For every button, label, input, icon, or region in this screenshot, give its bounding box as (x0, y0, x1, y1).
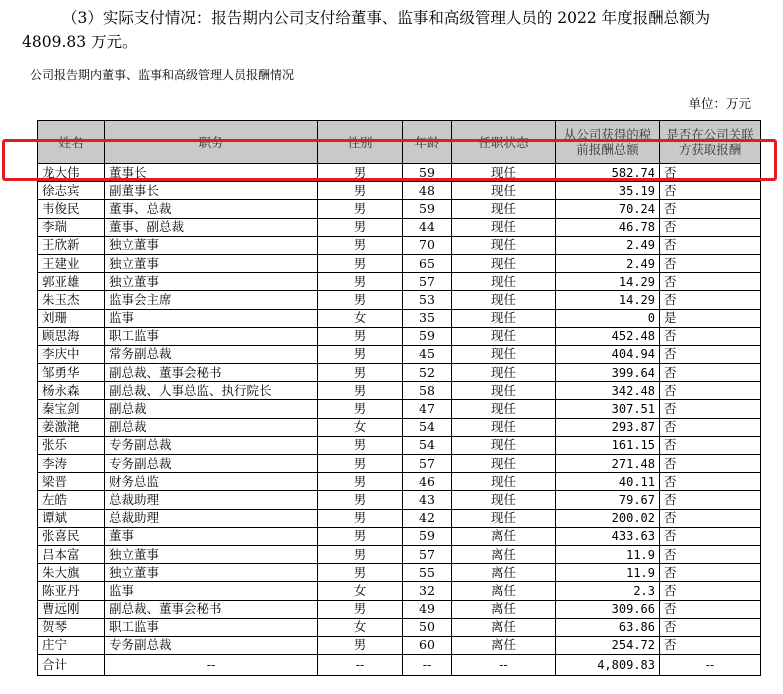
cell-gender: 男 (318, 182, 403, 200)
cell-position: 董事 (105, 527, 318, 545)
cell-age: 60 (403, 636, 452, 654)
intro-line-2: 4809.83 万元。 (22, 33, 138, 51)
cell-name: 朱大旗 (38, 564, 105, 582)
cell-age: 45 (403, 345, 452, 363)
cell-name: 曹远刚 (38, 600, 105, 618)
cell-related-pay: 否 (660, 618, 761, 636)
cell-related-pay: 否 (660, 582, 761, 600)
table-row (38, 509, 761, 527)
total-cell-pay: 4,809.83 (556, 655, 660, 676)
cell-name: 秦宝剑 (38, 400, 105, 418)
cell-age: 42 (403, 509, 452, 527)
cell-pay: 11.9 (556, 564, 660, 582)
cell-position: 董事长 (105, 164, 318, 182)
cell-status: 现任 (452, 418, 556, 436)
table-row (38, 327, 761, 345)
cell-position: 监事 (105, 582, 318, 600)
cell-gender: 女 (318, 418, 403, 436)
cell-pay: 254.72 (556, 636, 660, 654)
cell-position: 职工监事 (105, 327, 318, 345)
cell-status: 现任 (452, 491, 556, 509)
cell-gender: 男 (318, 200, 403, 218)
cell-status: 现任 (452, 254, 556, 272)
header-gender: 性别 (318, 121, 403, 164)
cell-pay: 582.74 (556, 164, 660, 182)
cell-age: 57 (403, 455, 452, 473)
cell-related-pay: 否 (660, 273, 761, 291)
cell-status: 离任 (452, 564, 556, 582)
cell-name: 贺琴 (38, 618, 105, 636)
cell-position: 总裁助理 (105, 509, 318, 527)
cell-name: 王欣新 (38, 236, 105, 254)
cell-name: 王建业 (38, 254, 105, 272)
cell-position: 专务副总裁 (105, 436, 318, 454)
cell-gender: 男 (318, 364, 403, 382)
cell-status: 现任 (452, 182, 556, 200)
cell-position: 独立董事 (105, 254, 318, 272)
cell-related-pay: 否 (660, 636, 761, 654)
cell-gender: 男 (318, 636, 403, 654)
cell-status: 现任 (452, 218, 556, 236)
cell-name: 龙大伟 (38, 164, 105, 182)
cell-name: 李庆中 (38, 345, 105, 363)
table-row (38, 418, 761, 436)
cell-age: 55 (403, 564, 452, 582)
cell-position: 监事会主席 (105, 291, 318, 309)
table-row (38, 364, 761, 382)
cell-pay: 452.48 (556, 327, 660, 345)
cell-age: 59 (403, 327, 452, 345)
cell-gender: 男 (318, 291, 403, 309)
cell-status: 现任 (452, 400, 556, 418)
cell-age: 57 (403, 273, 452, 291)
table-row (38, 636, 761, 654)
total-cell-gender: -- (318, 655, 403, 676)
cell-related-pay: 否 (660, 436, 761, 454)
cell-related-pay: 否 (660, 364, 761, 382)
cell-name: 陈亚丹 (38, 582, 105, 600)
cell-name: 郭亚雄 (38, 273, 105, 291)
cell-status: 现任 (452, 309, 556, 327)
header-name: 姓名 (38, 121, 105, 164)
cell-position: 副总裁、人事总监、执行院长 (105, 382, 318, 400)
cell-age: 54 (403, 436, 452, 454)
total-cell-related-pay: -- (660, 655, 761, 676)
cell-age: 44 (403, 218, 452, 236)
cell-gender: 男 (318, 527, 403, 545)
cell-status: 现任 (452, 436, 556, 454)
cell-status: 离任 (452, 618, 556, 636)
cell-status: 现任 (452, 327, 556, 345)
cell-position: 专务副总裁 (105, 455, 318, 473)
cell-gender: 男 (318, 327, 403, 345)
cell-status: 现任 (452, 364, 556, 382)
table-row (38, 218, 761, 236)
cell-gender: 男 (318, 273, 403, 291)
cell-position: 监事 (105, 309, 318, 327)
table-row (38, 491, 761, 509)
cell-pay: 2.49 (556, 236, 660, 254)
cell-status: 离任 (452, 582, 556, 600)
cell-position: 董事、副总裁 (105, 218, 318, 236)
cell-pay: 14.29 (556, 291, 660, 309)
table-row (38, 545, 761, 563)
cell-name: 张乐 (38, 436, 105, 454)
cell-gender: 男 (318, 545, 403, 563)
cell-gender: 男 (318, 491, 403, 509)
cell-related-pay: 否 (660, 254, 761, 272)
cell-age: 58 (403, 382, 452, 400)
cell-name: 顾思海 (38, 327, 105, 345)
cell-gender: 女 (318, 309, 403, 327)
cell-age: 59 (403, 164, 452, 182)
cell-pay: 14.29 (556, 273, 660, 291)
cell-age: 59 (403, 200, 452, 218)
cell-pay: 40.11 (556, 473, 660, 491)
header-age: 年龄 (403, 121, 452, 164)
cell-position: 董事、总裁 (105, 200, 318, 218)
cell-position: 财务总监 (105, 473, 318, 491)
cell-position: 副总裁 (105, 418, 318, 436)
table-row (38, 473, 761, 491)
cell-name: 庄宁 (38, 636, 105, 654)
cell-gender: 男 (318, 254, 403, 272)
table-row (38, 273, 761, 291)
cell-pay: 46.78 (556, 218, 660, 236)
table-row (38, 254, 761, 272)
cell-related-pay: 否 (660, 527, 761, 545)
cell-related-pay: 否 (660, 327, 761, 345)
cell-name: 杨永森 (38, 382, 105, 400)
cell-related-pay: 否 (660, 236, 761, 254)
total-cell-position: -- (105, 655, 318, 676)
cell-status: 离任 (452, 600, 556, 618)
cell-related-pay: 否 (660, 382, 761, 400)
cell-age: 35 (403, 309, 452, 327)
cell-name: 谭斌 (38, 509, 105, 527)
cell-age: 48 (403, 182, 452, 200)
table-row (38, 291, 761, 309)
table-caption: 公司报告期内董事、监事和高级管理人员报酬情况 (30, 68, 295, 82)
cell-related-pay: 否 (660, 291, 761, 309)
cell-status: 现任 (452, 509, 556, 527)
cell-position: 独立董事 (105, 564, 318, 582)
table-row (38, 455, 761, 473)
total-row (38, 655, 761, 676)
cell-age: 52 (403, 364, 452, 382)
cell-gender: 男 (318, 564, 403, 582)
header-position: 职务 (105, 121, 318, 164)
cell-age: 53 (403, 291, 452, 309)
cell-gender: 男 (318, 473, 403, 491)
header-status: 任职状态 (452, 121, 556, 164)
cell-position: 独立董事 (105, 545, 318, 563)
cell-name: 韦俊民 (38, 200, 105, 218)
cell-status: 离任 (452, 636, 556, 654)
total-cell-age: -- (403, 655, 452, 676)
cell-gender: 男 (318, 218, 403, 236)
cell-status: 现任 (452, 236, 556, 254)
cell-age: 57 (403, 545, 452, 563)
table-row (38, 600, 761, 618)
cell-related-pay: 是 (660, 309, 761, 327)
table-row (38, 527, 761, 545)
cell-related-pay: 否 (660, 600, 761, 618)
cell-position: 专务副总裁 (105, 636, 318, 654)
cell-pay: 35.19 (556, 182, 660, 200)
cell-name: 徐志宾 (38, 182, 105, 200)
cell-position: 副董事长 (105, 182, 318, 200)
cell-name: 李涛 (38, 455, 105, 473)
cell-gender: 男 (318, 382, 403, 400)
cell-position: 独立董事 (105, 273, 318, 291)
cell-related-pay: 否 (660, 545, 761, 563)
cell-related-pay: 否 (660, 455, 761, 473)
cell-pay: 2.3 (556, 582, 660, 600)
cell-status: 现任 (452, 291, 556, 309)
cell-gender: 男 (318, 345, 403, 363)
cell-related-pay: 否 (660, 200, 761, 218)
cell-related-pay: 否 (660, 400, 761, 418)
cell-pay: 404.94 (556, 345, 660, 363)
total-cell-status: -- (452, 655, 556, 676)
cell-position: 独立董事 (105, 236, 318, 254)
table-header-row (38, 121, 761, 164)
unit-label: 单位：万元 (688, 96, 751, 111)
cell-gender: 男 (318, 400, 403, 418)
cell-pay: 11.9 (556, 545, 660, 563)
cell-related-pay: 否 (660, 218, 761, 236)
cell-pay: 63.86 (556, 618, 660, 636)
cell-pay: 79.67 (556, 491, 660, 509)
cell-pay: 342.48 (556, 382, 660, 400)
cell-age: 65 (403, 254, 452, 272)
cell-position: 副总裁、董事会秘书 (105, 600, 318, 618)
cell-status: 现任 (452, 473, 556, 491)
cell-pay: 309.66 (556, 600, 660, 618)
cell-age: 46 (403, 473, 452, 491)
cell-related-pay: 否 (660, 509, 761, 527)
table-row (38, 164, 761, 182)
cell-name: 刘珊 (38, 309, 105, 327)
cell-age: 50 (403, 618, 452, 636)
cell-age: 32 (403, 582, 452, 600)
cell-pay: 0 (556, 309, 660, 327)
cell-gender: 男 (318, 164, 403, 182)
table-row (38, 582, 761, 600)
compensation-table (37, 120, 761, 676)
cell-pay: 2.49 (556, 254, 660, 272)
cell-pay: 433.63 (556, 527, 660, 545)
cell-pay: 307.51 (556, 400, 660, 418)
cell-name: 梁晋 (38, 473, 105, 491)
cell-name: 姜激滟 (38, 418, 105, 436)
cell-related-pay: 否 (660, 182, 761, 200)
cell-pay: 70.24 (556, 200, 660, 218)
cell-name: 朱玉杰 (38, 291, 105, 309)
cell-related-pay: 否 (660, 164, 761, 182)
cell-pay: 161.15 (556, 436, 660, 454)
cell-position: 副总裁、董事会秘书 (105, 364, 318, 382)
cell-position: 总裁助理 (105, 491, 318, 509)
header-related-pay: 是否在公司关联方获取报酬 (660, 121, 761, 164)
cell-age: 70 (403, 236, 452, 254)
table-row (38, 382, 761, 400)
cell-related-pay: 否 (660, 491, 761, 509)
cell-status: 离任 (452, 545, 556, 563)
cell-pay: 293.87 (556, 418, 660, 436)
cell-gender: 女 (318, 618, 403, 636)
cell-status: 现任 (452, 455, 556, 473)
cell-name: 左皓 (38, 491, 105, 509)
cell-status: 现任 (452, 273, 556, 291)
cell-position: 常务副总裁 (105, 345, 318, 363)
cell-age: 59 (403, 527, 452, 545)
cell-gender: 男 (318, 436, 403, 454)
cell-related-pay: 否 (660, 345, 761, 363)
table-row (38, 236, 761, 254)
cell-status: 现任 (452, 382, 556, 400)
total-cell-name: 合计 (38, 655, 105, 676)
table-row (38, 345, 761, 363)
cell-gender: 男 (318, 236, 403, 254)
cell-related-pay: 否 (660, 418, 761, 436)
cell-related-pay: 否 (660, 473, 761, 491)
cell-age: 49 (403, 600, 452, 618)
cell-status: 现任 (452, 200, 556, 218)
cell-age: 47 (403, 400, 452, 418)
cell-status: 现任 (452, 345, 556, 363)
intro-paragraph (22, 6, 767, 54)
cell-name: 吕本富 (38, 545, 105, 563)
cell-gender: 男 (318, 600, 403, 618)
table-row (38, 618, 761, 636)
table-row (38, 400, 761, 418)
cell-name: 李瑞 (38, 218, 105, 236)
cell-pay: 200.02 (556, 509, 660, 527)
cell-status: 现任 (452, 164, 556, 182)
intro-line-1: （3）实际支付情况：报告期内公司支付给董事、监事和高级管理人员的 2022 年度报酬总额为 (62, 9, 711, 27)
cell-age: 43 (403, 491, 452, 509)
table-row (38, 436, 761, 454)
cell-name: 张喜民 (38, 527, 105, 545)
cell-name: 邹勇华 (38, 364, 105, 382)
cell-related-pay: 否 (660, 564, 761, 582)
cell-position: 职工监事 (105, 618, 318, 636)
cell-position: 副总裁 (105, 400, 318, 418)
cell-status: 离任 (452, 527, 556, 545)
table-row (38, 182, 761, 200)
header-pay: 从公司获得的税前报酬总额 (556, 121, 660, 164)
cell-gender: 男 (318, 455, 403, 473)
table-row (38, 200, 761, 218)
cell-pay: 399.64 (556, 364, 660, 382)
table-row (38, 564, 761, 582)
cell-gender: 女 (318, 582, 403, 600)
cell-age: 54 (403, 418, 452, 436)
table-row (38, 309, 761, 327)
cell-pay: 271.48 (556, 455, 660, 473)
cell-gender: 男 (318, 509, 403, 527)
